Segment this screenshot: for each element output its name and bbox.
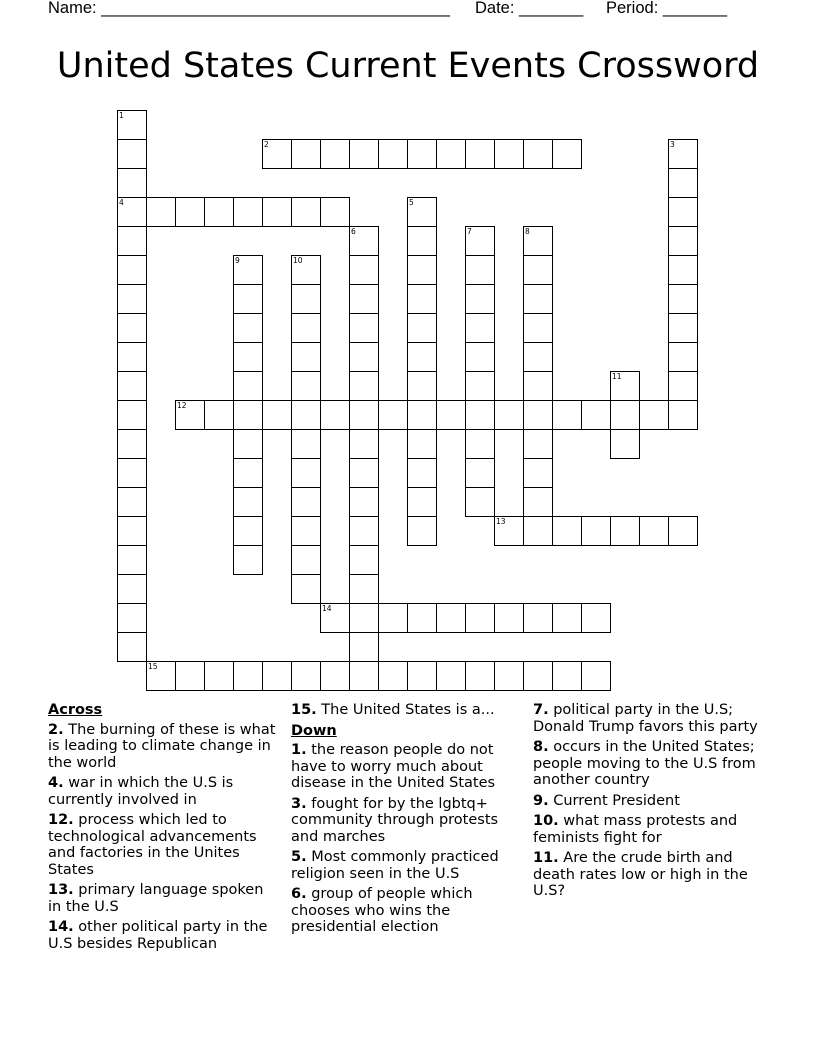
grid-cell[interactable] <box>610 516 640 546</box>
clue-item <box>48 919 280 952</box>
grid-cell[interactable] <box>407 400 437 430</box>
grid-cell[interactable] <box>320 139 350 169</box>
grid-cell[interactable] <box>117 545 147 575</box>
grid-cell[interactable] <box>407 661 437 691</box>
clue-number: 12. <box>48 812 74 828</box>
grid-cell[interactable] <box>233 487 263 517</box>
clue-item <box>291 742 523 792</box>
clue-text: occurs in the United States; people moving to the U.S from another country <box>533 739 756 788</box>
grid-cell[interactable] <box>668 400 698 430</box>
grid-cell[interactable] <box>117 371 147 401</box>
grid-cell[interactable] <box>349 603 379 633</box>
grid-cell[interactable] <box>378 139 408 169</box>
grid-cell[interactable] <box>233 255 263 285</box>
grid-cell[interactable] <box>523 487 553 517</box>
grid-cell[interactable] <box>407 371 437 401</box>
grid-cell[interactable] <box>262 197 292 227</box>
grid-cell[interactable] <box>233 284 263 314</box>
date-label: Date: <box>475 0 515 17</box>
grid-cell[interactable] <box>262 661 292 691</box>
cell-number: 8 <box>525 227 530 236</box>
clue-item <box>48 812 280 878</box>
clue-text: the reason people do not have to worry much about disease in the United States <box>291 742 496 791</box>
grid-cell[interactable] <box>552 139 582 169</box>
grid-cell[interactable] <box>668 255 698 285</box>
grid-cell[interactable] <box>378 400 408 430</box>
date-blank: _______ <box>519 0 584 17</box>
grid-cell[interactable] <box>291 458 321 488</box>
grid-cell[interactable] <box>320 400 350 430</box>
grid-cell[interactable] <box>349 284 379 314</box>
grid-cell[interactable] <box>233 342 263 372</box>
grid-cell[interactable] <box>523 400 553 430</box>
cell-number: 15 <box>148 662 158 671</box>
grid-cell[interactable] <box>291 342 321 372</box>
grid-cell[interactable] <box>320 661 350 691</box>
clue-text: process which led to technological advancements and factories in the Unites States <box>48 812 257 878</box>
grid-cell[interactable] <box>175 661 205 691</box>
grid-cell[interactable] <box>668 197 698 227</box>
grid-cell[interactable] <box>117 255 147 285</box>
grid-cell[interactable] <box>117 632 147 662</box>
grid-cell[interactable] <box>552 661 582 691</box>
grid-cell[interactable] <box>465 458 495 488</box>
grid-cell[interactable] <box>349 429 379 459</box>
clue-item <box>533 813 765 846</box>
grid-cell[interactable] <box>523 313 553 343</box>
grid-cell[interactable] <box>668 139 698 169</box>
clue-number: 5. <box>291 849 307 865</box>
grid-cell[interactable] <box>291 313 321 343</box>
grid-cell[interactable] <box>349 574 379 604</box>
grid-cell[interactable] <box>407 255 437 285</box>
grid-cell[interactable] <box>349 632 379 662</box>
grid-cell[interactable] <box>349 313 379 343</box>
clue-number: 1. <box>291 742 307 758</box>
grid-cell[interactable] <box>117 197 147 227</box>
grid-cell[interactable] <box>465 603 495 633</box>
grid-cell[interactable] <box>291 284 321 314</box>
grid-cell[interactable] <box>291 661 321 691</box>
grid-cell[interactable] <box>436 661 466 691</box>
clue-heading: Across <box>48 702 103 718</box>
grid-cell[interactable] <box>407 342 437 372</box>
grid-cell[interactable] <box>233 400 263 430</box>
grid-cell[interactable] <box>610 371 640 401</box>
clue-text: group of people which chooses who wins the presidential election <box>291 886 473 935</box>
cell-number: 6 <box>351 227 356 236</box>
grid-cell[interactable] <box>494 661 524 691</box>
grid-cell[interactable] <box>494 516 524 546</box>
grid-cell[interactable] <box>117 110 147 140</box>
clue-number: 8. <box>533 739 549 755</box>
name-blank: ______________________________________ <box>101 0 450 17</box>
grid-cell[interactable] <box>494 603 524 633</box>
clue-item <box>48 775 280 808</box>
grid-cell[interactable] <box>320 197 350 227</box>
clue-text: The United States is a... <box>321 702 495 718</box>
grid-cell[interactable] <box>407 458 437 488</box>
grid-cell[interactable] <box>523 342 553 372</box>
clue-text: The burning of these is what is leading to climate change in the world <box>48 721 276 771</box>
grid-cell[interactable] <box>233 371 263 401</box>
grid-cell[interactable] <box>494 400 524 430</box>
grid-cell[interactable] <box>465 429 495 459</box>
grid-cell[interactable] <box>436 139 466 169</box>
grid-cell[interactable] <box>291 516 321 546</box>
clue-number: 14. <box>48 919 74 935</box>
name-label: Name: <box>48 0 97 17</box>
clue-item <box>533 739 765 789</box>
grid-cell[interactable] <box>204 197 234 227</box>
grid-cell[interactable] <box>407 284 437 314</box>
clue-number: 6. <box>291 886 307 902</box>
clues-column-1 <box>48 702 280 956</box>
grid-cell[interactable] <box>378 603 408 633</box>
clue-item <box>291 886 523 936</box>
grid-cell[interactable] <box>581 516 611 546</box>
grid-cell[interactable] <box>349 661 379 691</box>
clue-text: fought for by the lgbtq+ community through protests and marches <box>291 795 499 845</box>
grid-cell[interactable] <box>233 516 263 546</box>
grid-cell[interactable] <box>349 545 379 575</box>
grid-cell[interactable] <box>378 661 408 691</box>
grid-cell[interactable] <box>291 371 321 401</box>
grid-cell[interactable] <box>291 487 321 517</box>
clue-item <box>291 702 523 719</box>
clue-number: 4. <box>48 775 64 791</box>
grid-cell[interactable] <box>117 168 147 198</box>
grid-cell[interactable] <box>117 487 147 517</box>
clue-text: Current President <box>553 792 680 809</box>
grid-cell[interactable] <box>581 603 611 633</box>
grid-cell[interactable] <box>117 342 147 372</box>
cell-number: 5 <box>409 198 414 207</box>
grid-cell[interactable] <box>552 516 582 546</box>
grid-cell[interactable] <box>349 226 379 256</box>
clue-heading: Down <box>291 722 337 739</box>
grid-cell[interactable] <box>117 400 147 430</box>
grid-cell[interactable] <box>407 226 437 256</box>
clue-text: political party in the U.S; Donald Trump favors this party <box>533 702 758 735</box>
grid-cell[interactable] <box>552 400 582 430</box>
period-blank: _______ <box>662 0 728 17</box>
clue-number: 15. <box>291 702 317 718</box>
clue-number: 10. <box>533 813 559 829</box>
grid-cell[interactable] <box>523 255 553 285</box>
grid-cell[interactable] <box>291 255 321 285</box>
grid-cell[interactable] <box>668 313 698 343</box>
cell-number: 4 <box>119 198 124 207</box>
grid-cell[interactable] <box>291 139 321 169</box>
grid-cell[interactable] <box>465 255 495 285</box>
grid-cell[interactable] <box>407 139 437 169</box>
grid-cell[interactable] <box>233 545 263 575</box>
grid-cell[interactable] <box>523 226 553 256</box>
grid-cell[interactable] <box>668 168 698 198</box>
cell-number: 7 <box>467 227 472 236</box>
clue-text: Are the crude birth and death rates low or high in the U.S? <box>533 850 748 899</box>
grid-cell[interactable] <box>117 226 147 256</box>
grid-cell[interactable] <box>117 458 147 488</box>
grid-cell[interactable] <box>349 139 379 169</box>
grid-cell[interactable] <box>407 603 437 633</box>
grid-cell[interactable] <box>465 139 495 169</box>
grid-cell[interactable] <box>465 226 495 256</box>
grid-cell[interactable] <box>146 197 176 227</box>
grid-cell[interactable] <box>320 603 350 633</box>
grid-cell[interactable] <box>610 429 640 459</box>
clues-column-2 <box>291 702 523 940</box>
cell-number: 1 <box>119 111 124 120</box>
grid-cell[interactable] <box>117 429 147 459</box>
grid-cell[interactable] <box>262 139 292 169</box>
grid-cell[interactable] <box>407 516 437 546</box>
grid-cell[interactable] <box>291 574 321 604</box>
grid-cell[interactable] <box>465 284 495 314</box>
grid-cell[interactable] <box>581 400 611 430</box>
grid-cell[interactable] <box>523 371 553 401</box>
grid-cell[interactable] <box>523 516 553 546</box>
grid-cell[interactable] <box>349 458 379 488</box>
grid-cell[interactable] <box>291 400 321 430</box>
grid-cell[interactable] <box>465 371 495 401</box>
grid-cell[interactable] <box>668 284 698 314</box>
grid-cell[interactable] <box>262 400 292 430</box>
clue-item <box>48 722 280 772</box>
grid-cell[interactable] <box>349 255 379 285</box>
grid-cell[interactable] <box>494 139 524 169</box>
grid-cell[interactable] <box>523 458 553 488</box>
clue-number: 2. <box>48 721 64 738</box>
grid-cell[interactable] <box>523 661 553 691</box>
grid-cell[interactable] <box>523 284 553 314</box>
grid-cell[interactable] <box>349 487 379 517</box>
clue-text: Most commonly practiced religion seen in the U.S <box>291 849 499 882</box>
grid-cell[interactable] <box>523 603 553 633</box>
grid-cell[interactable] <box>436 603 466 633</box>
grid-cell[interactable] <box>349 516 379 546</box>
cell-number: 3 <box>670 140 675 149</box>
clue-item <box>533 850 765 900</box>
cell-number: 12 <box>177 401 187 410</box>
clue-number: 9. <box>533 792 549 809</box>
clue-item <box>48 882 280 915</box>
grid-cell[interactable] <box>465 661 495 691</box>
grid-cell[interactable] <box>668 516 698 546</box>
grid-cell[interactable] <box>204 400 234 430</box>
grid-cell[interactable] <box>233 197 263 227</box>
clue-text: what mass protests and feminists fight for <box>533 813 738 846</box>
clue-number: 7. <box>533 702 549 718</box>
grid-cell[interactable] <box>407 313 437 343</box>
grid-cell[interactable] <box>639 400 669 430</box>
grid-cell[interactable] <box>465 487 495 517</box>
grid-cell[interactable] <box>117 284 147 314</box>
clue-item <box>291 849 523 882</box>
clue-text: primary language spoken in the U.S <box>48 882 264 915</box>
grid-cell[interactable] <box>233 313 263 343</box>
cell-number: 14 <box>322 604 332 613</box>
grid-cell[interactable] <box>639 516 669 546</box>
cell-number: 13 <box>496 517 506 526</box>
grid-cell[interactable] <box>523 429 553 459</box>
grid-cell[interactable] <box>436 400 466 430</box>
grid-cell[interactable] <box>117 603 147 633</box>
clues-column-3 <box>533 702 765 904</box>
grid-cell[interactable] <box>407 429 437 459</box>
grid-cell[interactable] <box>465 313 495 343</box>
grid-cell[interactable] <box>233 661 263 691</box>
grid-cell[interactable] <box>291 197 321 227</box>
grid-cell[interactable] <box>233 429 263 459</box>
grid-cell[interactable] <box>117 139 147 169</box>
grid-cell[interactable] <box>349 400 379 430</box>
grid-cell[interactable] <box>291 545 321 575</box>
grid-cell[interactable] <box>668 226 698 256</box>
grid-cell[interactable] <box>175 400 205 430</box>
grid-cell[interactable] <box>349 342 379 372</box>
cell-number: 2 <box>264 140 269 149</box>
grid-cell[interactable] <box>668 342 698 372</box>
period-label: Period: <box>606 0 659 17</box>
grid-cell[interactable] <box>610 400 640 430</box>
clue-number: 13. <box>48 882 74 898</box>
clue-item <box>533 702 765 735</box>
cell-number: 11 <box>612 372 622 381</box>
grid-cell[interactable] <box>465 342 495 372</box>
clue-number: 3. <box>291 795 307 812</box>
grid-cell[interactable] <box>117 574 147 604</box>
grid-cell[interactable] <box>204 661 234 691</box>
cell-number: 10 <box>293 256 303 265</box>
grid-cell[interactable] <box>291 429 321 459</box>
grid-cell[interactable] <box>117 516 147 546</box>
grid-cell[interactable] <box>407 487 437 517</box>
grid-cell[interactable] <box>523 139 553 169</box>
grid-cell[interactable] <box>233 458 263 488</box>
clue-item <box>291 796 523 846</box>
grid-cell[interactable] <box>175 197 205 227</box>
grid-cell[interactable] <box>581 661 611 691</box>
page-title: United States Current Events Crossword <box>56 46 760 86</box>
grid-cell[interactable] <box>407 197 437 227</box>
clue-text: other political party in the U.S besides Republican <box>48 919 268 952</box>
grid-cell[interactable] <box>552 603 582 633</box>
grid-cell[interactable] <box>668 371 698 401</box>
cell-number: 9 <box>235 256 240 265</box>
clue-number: 11. <box>533 850 559 866</box>
grid-cell[interactable] <box>117 313 147 343</box>
grid-cell[interactable] <box>465 400 495 430</box>
clue-text: war in which the U.S is currently involved in <box>48 775 234 808</box>
grid-cell[interactable] <box>146 661 176 691</box>
clue-item <box>533 793 765 810</box>
grid-cell[interactable] <box>349 371 379 401</box>
